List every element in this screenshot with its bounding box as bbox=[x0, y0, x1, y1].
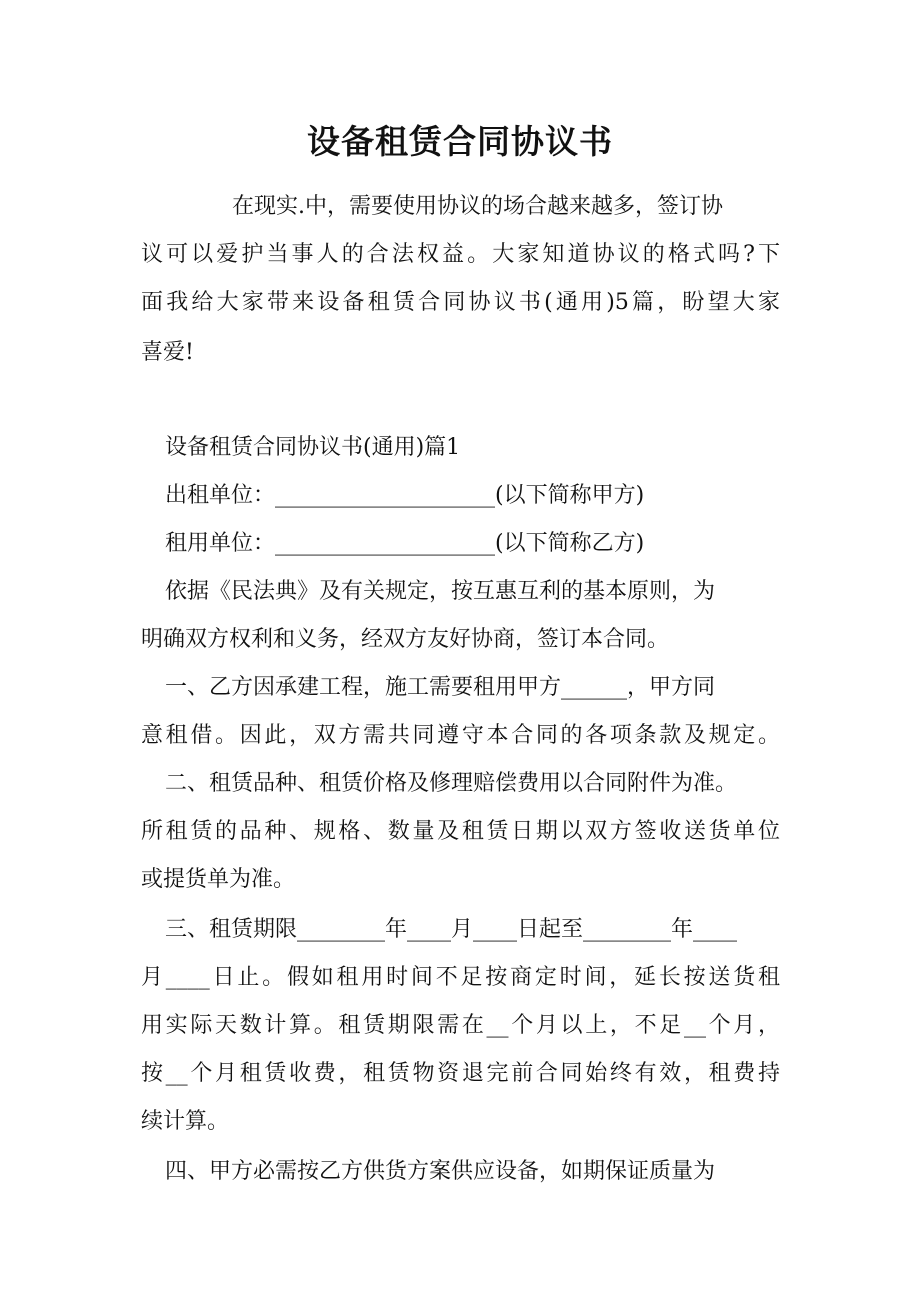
intro-line: 面我给大家带来设备租赁合同协议书(通用)5篇，盼望大家 bbox=[141, 290, 780, 315]
intro-line: 议可以爱护当事人的合法权益。大家知道协议的格式吗?下 bbox=[141, 242, 780, 267]
section-heading: 设备租赁合同协议书(通用)篇1 bbox=[165, 435, 461, 460]
paragraph-line: 二、租赁品种、租赁价格及修理赔偿费用以合同附件为准。 bbox=[165, 771, 738, 796]
intro-line: 喜爱! bbox=[141, 340, 194, 365]
paragraph-line: 一、乙方因承建工程，施工需要租用甲方______，甲方同 bbox=[165, 675, 716, 700]
document-title: 设备租赁合同协议书 bbox=[307, 122, 613, 161]
intro-line: 在现实.中，需要使用协议的场合越来越多，签订协 bbox=[232, 194, 723, 219]
paragraph-line: 所租赁的品种、规格、数量及租赁日期以双方签收送货单位 bbox=[141, 819, 780, 844]
lessor-field: 出租单位：____________________(以下简称甲方) bbox=[165, 483, 645, 508]
paragraph-line: 依据《民法典》及有关规定，按互惠互利的基本原则，为 bbox=[165, 579, 716, 604]
paragraph-line: 续计算。 bbox=[141, 1109, 230, 1134]
paragraph-line: 或提货单为准。 bbox=[141, 867, 296, 892]
paragraph-line: 月____日止。假如租用时间不足按商定时间，延长按送货租 bbox=[141, 965, 780, 990]
lessee-field: 租用单位：____________________(以下简称乙方) bbox=[165, 531, 645, 556]
paragraph-line: 四、甲方必需按乙方供货方案供应设备，如期保证质量为 bbox=[165, 1159, 716, 1184]
paragraph-line: 三、租赁期限________年____月____日起至________年____ bbox=[165, 917, 738, 942]
paragraph-line: 意租借。因此，双方需共同遵守本合同的各项条款及规定。 bbox=[141, 723, 780, 748]
paragraph-line: 明确双方权利和义务，经双方友好协商，签订本合同。 bbox=[141, 627, 670, 652]
paragraph-line: 按__个月租赁收费，租赁物资退完前合同始终有效，租费持 bbox=[141, 1061, 780, 1086]
paragraph-line: 用实际天数计算。租赁期限需在__个月以上，不足__个月， bbox=[141, 1013, 780, 1038]
